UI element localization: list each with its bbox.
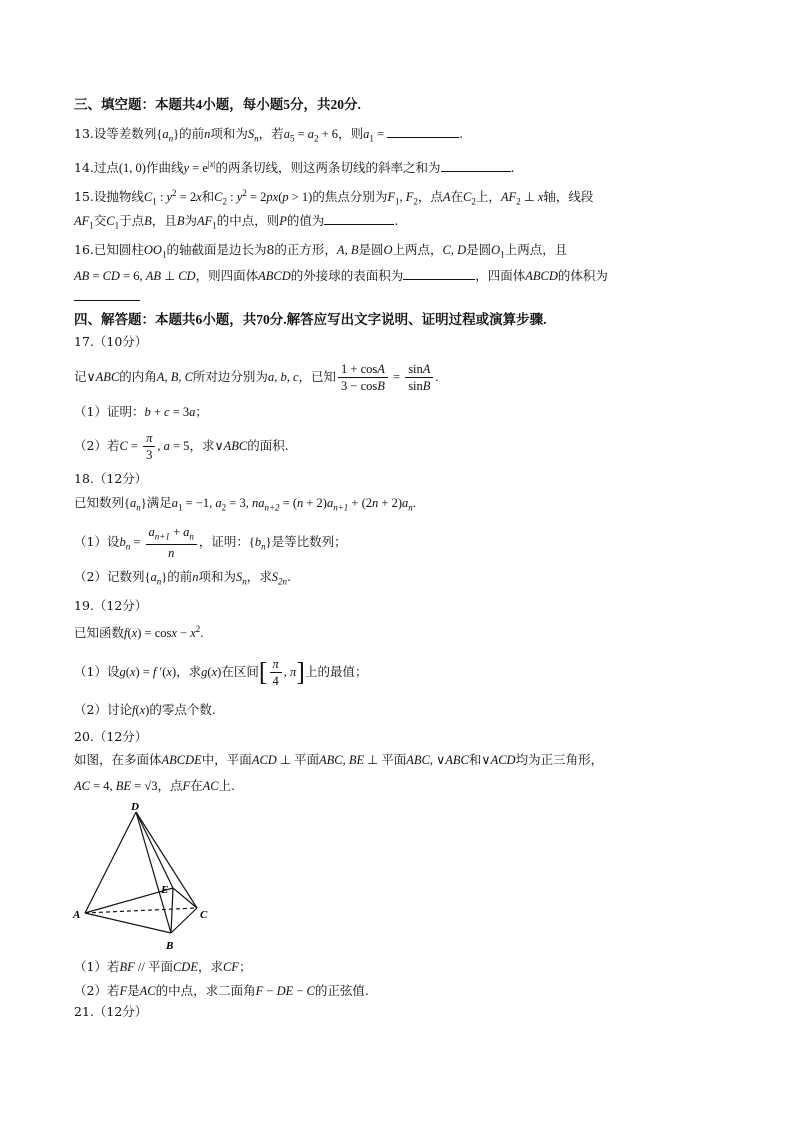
section-fill-title: 三、填空题：本题共4小题，每小题5分，共20分. — [74, 97, 361, 112]
answer-blank-16b[interactable] — [74, 288, 140, 301]
question-20-part2: （2）若F是AC的中点，求二面角F − DE − C的正弦值. — [74, 983, 369, 998]
vertex-label-C: C — [200, 909, 208, 921]
edge-EC — [173, 888, 197, 908]
question-15-line2: $AF_1$交$C_1$于点B，且B为$AF_1$的中点，则P的值为 . — [74, 213, 399, 231]
fraction-pi-4: $\frac{\pi}{4}$ — [270, 656, 282, 689]
question-19-part2: （2）讨论f(x)的零点个数. — [74, 702, 216, 717]
question-18-stem: 已知数列$\{a_n\}$满足$a_1 = -1$, $a_2 = 3$, $na_{n+2} = (n + 2)a_{n+1} + (2n + 2)a_n$. — [74, 495, 416, 513]
edge-EB — [171, 888, 173, 933]
edge-AD — [85, 812, 136, 913]
fraction-bn: $\frac{a_{n+1} + a_n}{n}$ — [146, 524, 197, 562]
vertex-label-A: A — [73, 909, 81, 921]
question-18-part2: （2）记数列$\{a_n\}$的前n项和为$S_n$，求$S_{2n}$. — [74, 569, 291, 587]
question-20-stem-line2: AC = 4, BE = √3，点F在AC上. — [74, 778, 236, 793]
question-17-stem: 记∨ABC的内角A, B, C所对边分别为a, b, c，已知 $\frac{1 + \cos A}{3 - \cos B}$ = $\frac{\sin A}{\sin B}$ . — [74, 362, 439, 393]
vertex-label-E: E — [161, 884, 169, 896]
fraction-cos: $\frac{1 + \cos A}{3 - \cos B}$ — [338, 361, 388, 394]
section-answer-title: 四、解答题：本题共6小题，共70分.解答应写出文字说明、证明过程或演算步骤. — [74, 312, 547, 327]
edge-BC — [171, 908, 197, 933]
question-19-part1: （1）设g(x) = f ′(x)，求g(x)在区间[ $\frac{\pi}{4}$ , π]上的最值； — [74, 657, 368, 688]
vertex-label-B: B — [166, 940, 174, 952]
question-21-score: 21.（12分） — [74, 1004, 148, 1019]
question-18-part1: （1）设$b_n$ = $\frac{a_{n+1} + a_n}{n}$ ，证明：$\{b_n\}$是等比数列； — [74, 524, 347, 561]
question-16-line3 — [74, 288, 140, 306]
question-17-part2: （2）若C = $\frac{\pi}{3}$ , a = 5，求∨ABC的面积. — [74, 431, 289, 462]
question-17-score: 17.（10分） — [74, 334, 148, 349]
question-13: 13.设等差数列$\{a_n\}$的前n项和为$S_n$，若$a_5 = a_2 + 6$，则$a_1$ = . — [74, 126, 464, 144]
fraction-sin: $\frac{\sin A}{\sin B}$ — [405, 361, 433, 394]
question-17-part1: （1）证明：b + c = 3a； — [74, 404, 208, 419]
question-14: 14.过点(1, 0)作曲线$y = e^{|x|}$的两条切线，则这两条切线的斜率之和为 . — [74, 159, 515, 176]
polyhedron-figure — [68, 800, 218, 960]
vertex-label-D: D — [131, 801, 139, 813]
question-16-line2: AB = CD = 6, AB ⊥ CD，则四面体ABCD的外接球的表面积为 ，四面体ABCD的体积为 — [74, 268, 608, 283]
question-15-line1: 15.设抛物线$C_1$ : $y^2 = 2x$和$C_2$ : $y^2 = 2px(p > 1)$的焦点分别为$F_1$, $F_2$，点A在$C_2$上，$AF_2$ ⊥ x轴，线段 — [74, 188, 594, 207]
question-18-score: 18.（12分） — [74, 471, 148, 486]
question-19-stem: 已知函数$f(x) = \cos x - x^2$. — [74, 624, 204, 641]
answer-blank-14[interactable] — [441, 159, 511, 172]
fraction-pi-3: $\frac{\pi}{3}$ — [143, 430, 155, 463]
edge-AB — [85, 913, 171, 933]
edge-AE — [85, 888, 173, 913]
question-20-stem-line1: 如图，在多面体ABCDE中，平面ACD ⊥ 平面ABC, BE ⊥ 平面ABC, ∨ABC和∨ACD均为正三角形， — [74, 752, 604, 767]
question-16-line1: 16.已知圆柱$OO_1$的轴截面是边长为8的正方形，A, B是圆O上两点，C, D是圆$O_1$上两点，且 — [74, 242, 568, 260]
question-20-score: 20.（12分） — [74, 729, 148, 744]
question-20-part1: （1）若BF // 平面CDE，求CF； — [74, 959, 252, 974]
answer-blank-13[interactable] — [387, 125, 459, 138]
answer-blank-16a[interactable] — [403, 267, 475, 280]
answer-blank-15[interactable] — [324, 212, 394, 225]
question-19-score: 19.（12分） — [74, 598, 148, 613]
